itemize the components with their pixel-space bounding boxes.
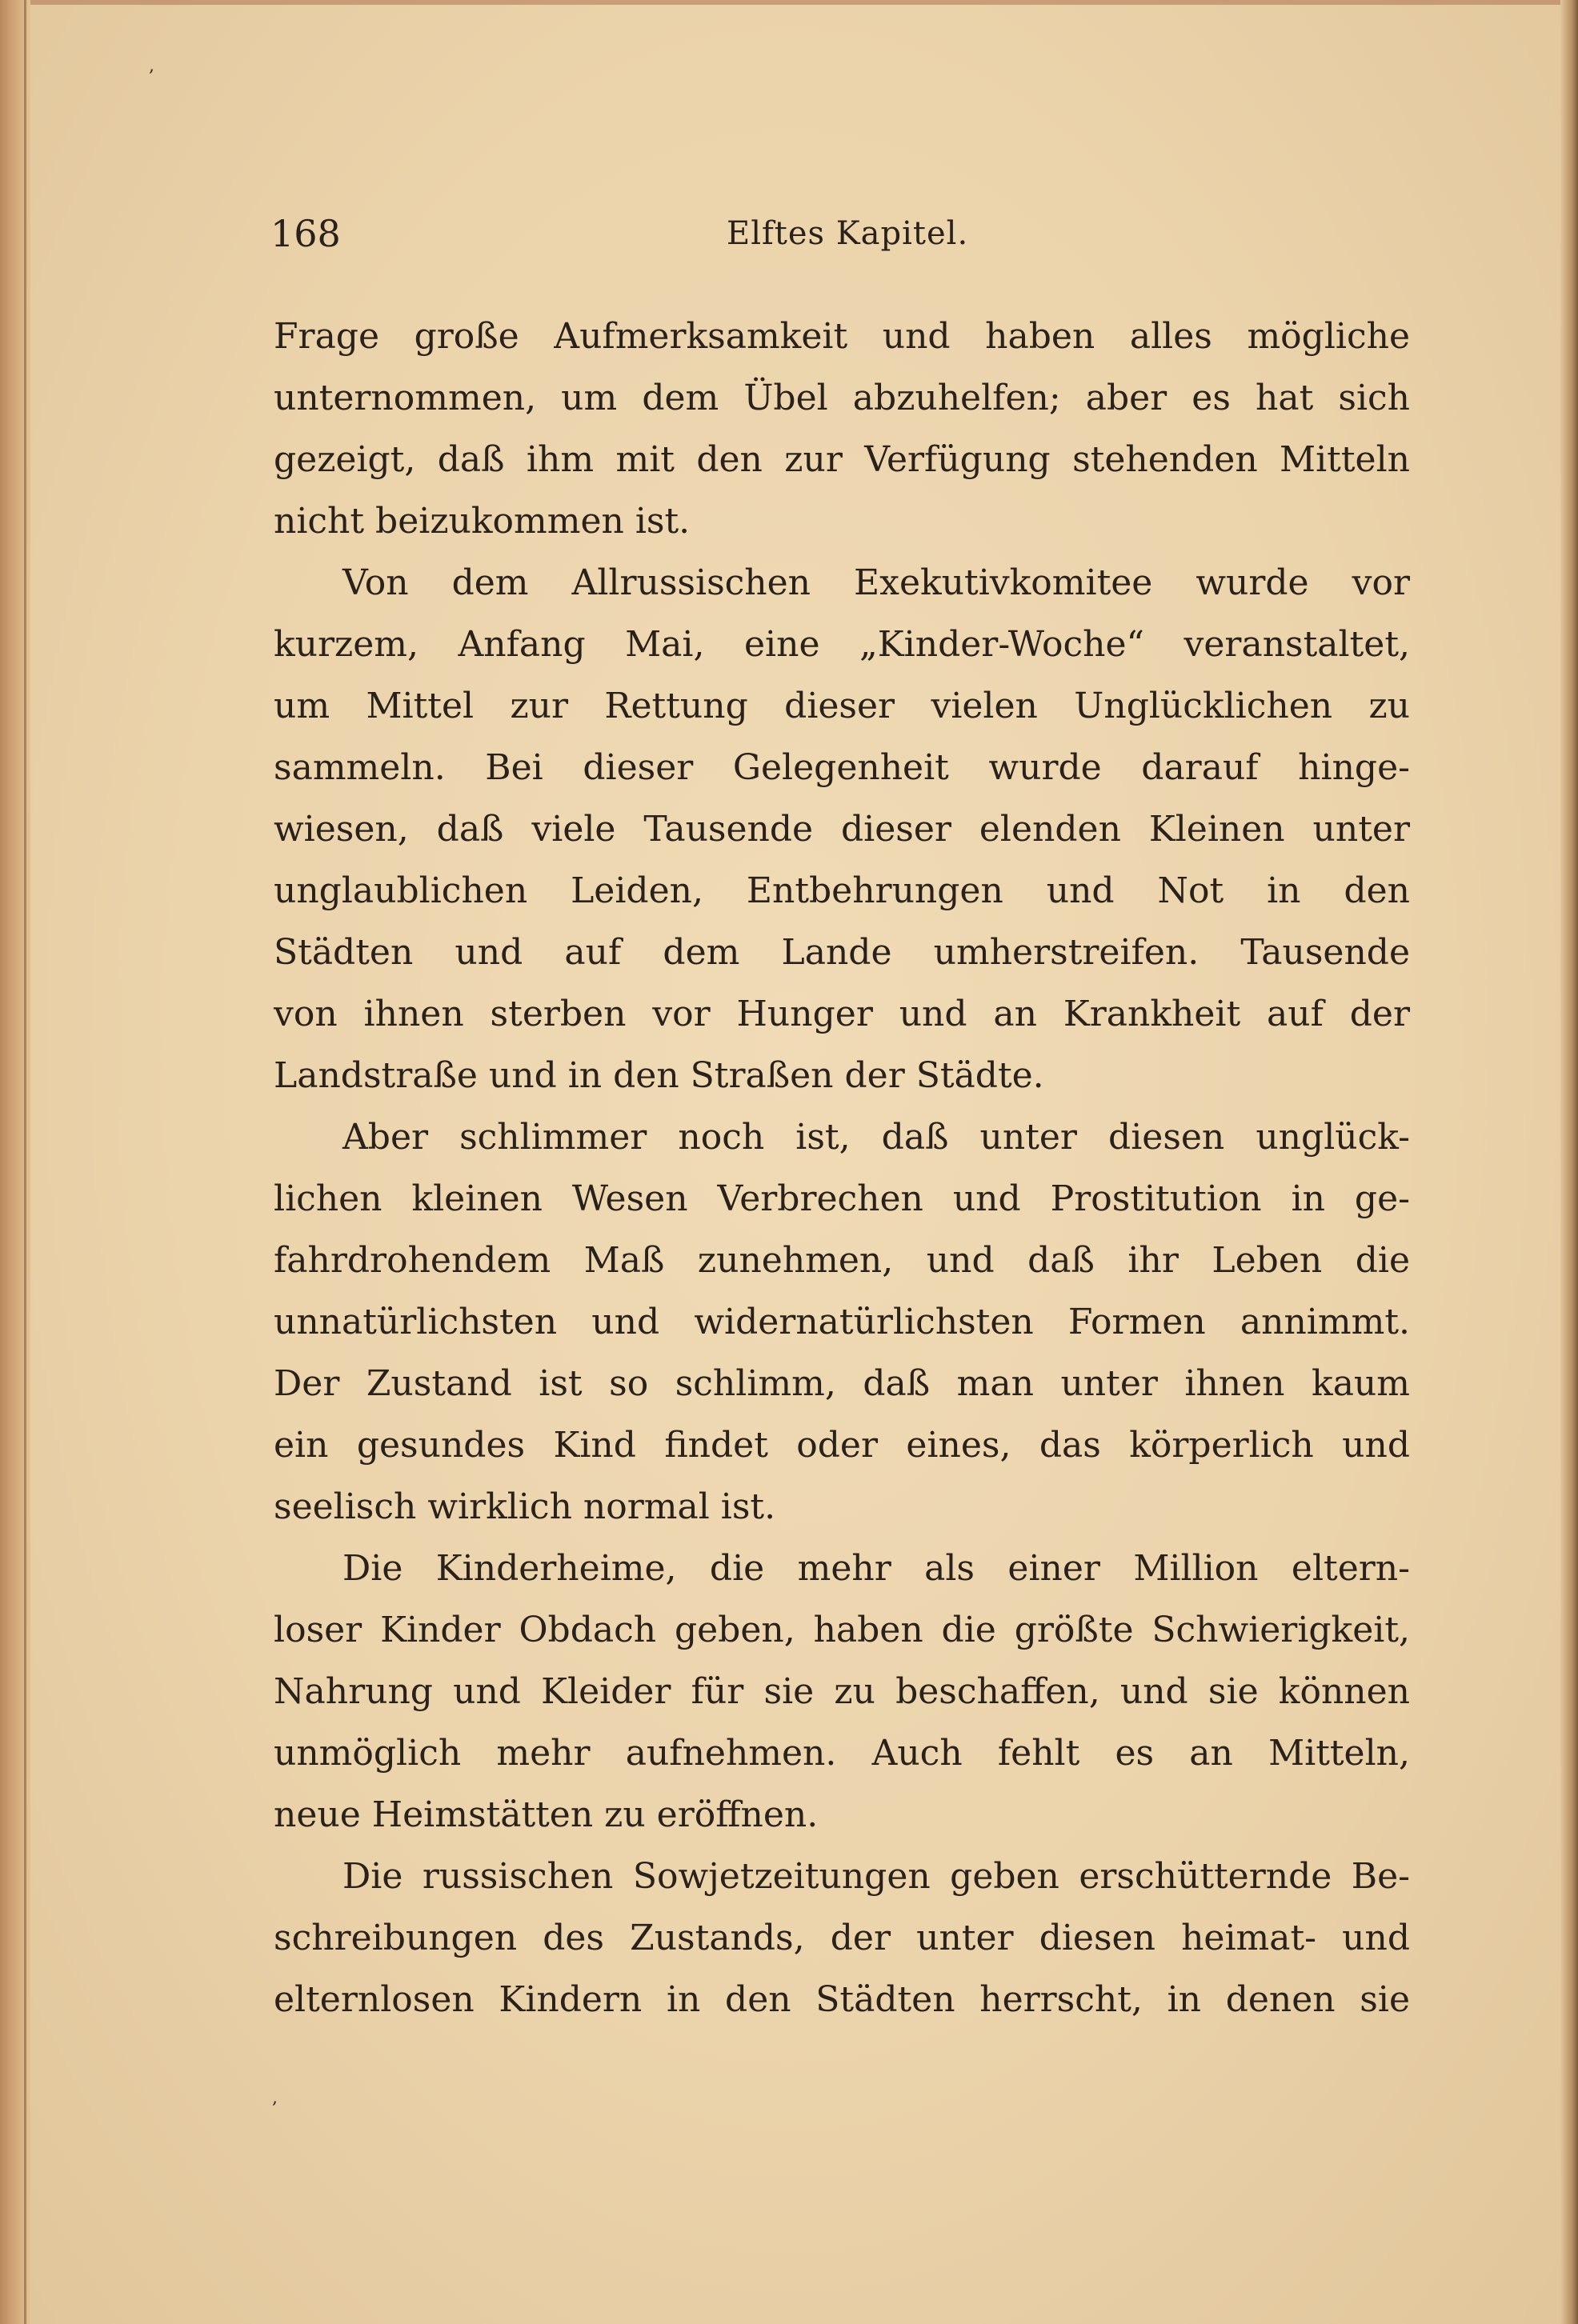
body-text: [274, 306, 1410, 2030]
text-line: unglaublichen Leiden, Entbehrungen und Not in den: [274, 870, 1410, 911]
text-line: nicht beizukommen ist.: [274, 501, 691, 542]
text-line: ein gesundes Kind findet oder eines, das körperlich und: [274, 1425, 1410, 1466]
text-line: schreibungen des Zustands, der unter diesen heimat- und: [274, 1918, 1410, 1958]
text-line: unnatürlichsten und widernatürlichsten Formen annimmt.: [274, 1302, 1410, 1342]
page-header: [270, 210, 1413, 258]
text-line: Frage große Aufmerksamkeit und haben alles mögliche: [274, 316, 1410, 357]
page-top-edge: [0, 0, 1578, 5]
text-line: wiesen, daß viele Tausende dieser elenden Kleinen unter: [274, 809, 1410, 850]
text-line: unmöglich mehr aufnehmen. Auch fehlt es an Mitteln,: [274, 1733, 1410, 1774]
text-line: Von dem Allrussischen Exekutivkomitee wurde vor: [342, 562, 1410, 603]
text-line: Die russischen Sowjetzeitungen geben erschütternde Be-: [342, 1856, 1410, 1897]
text-line: sammeln. Bei dieser Gelegenheit wurde darauf hinge-: [274, 747, 1410, 788]
page-number: 168: [270, 212, 341, 255]
text-line: Die Kinderheime, die mehr als einer Million eltern-: [342, 1548, 1410, 1589]
running-head: Elftes Kapitel.: [727, 215, 969, 252]
text-line: unternommen, um dem Übel abzuhelfen; aber es hat sich: [274, 378, 1410, 418]
text-line: loser Kinder Obdach geben, haben die größte Schwierigkeit,: [274, 1610, 1410, 1650]
text-line: kurzem, Anfang Mai, eine „Kinder-Woche“ veranstaltet,: [274, 624, 1410, 665]
text-line: fahrdrohendem Maß zunehmen, und daß ihr Leben die: [274, 1240, 1410, 1281]
text-line: gezeigt, daß ihm mit den zur Verfügung stehenden Mitteln: [274, 439, 1410, 480]
text-line: Städten und auf dem Lande umherstreifen. Tausende: [274, 932, 1410, 973]
text-line: neue Heimstätten zu eröffnen.: [274, 1794, 819, 1835]
text-line: elternlosen Kindern in den Städten herrscht, in denen sie: [274, 1979, 1410, 2020]
text-line: Landstraße und in den Straßen der Städte.: [274, 1055, 1044, 1096]
text-line: von ihnen sterben vor Hunger und an Krankheit auf der: [274, 994, 1410, 1034]
text-line: Aber schlimmer noch ist, daß unter diesen unglück-: [342, 1117, 1410, 1158]
text-line: Der Zustand ist so schlimm, daß man unter ihnen kaum: [274, 1363, 1410, 1404]
text-line: um Mittel zur Rettung dieser vielen Unglücklichen zu: [274, 686, 1410, 726]
ink-speck: ,: [149, 56, 154, 76]
text-line: Nahrung und Kleider für sie zu beschaffen, und sie können: [274, 1671, 1410, 1712]
text-line: lichen kleinen Wesen Verbrechen und Prostitution in ge-: [274, 1178, 1410, 1219]
page-binding-line: [24, 0, 26, 2324]
page-right-edge: [1560, 0, 1578, 2324]
ink-speck: ,: [272, 2088, 278, 2108]
text-line: seelisch wirklich normal ist.: [274, 1486, 776, 1527]
